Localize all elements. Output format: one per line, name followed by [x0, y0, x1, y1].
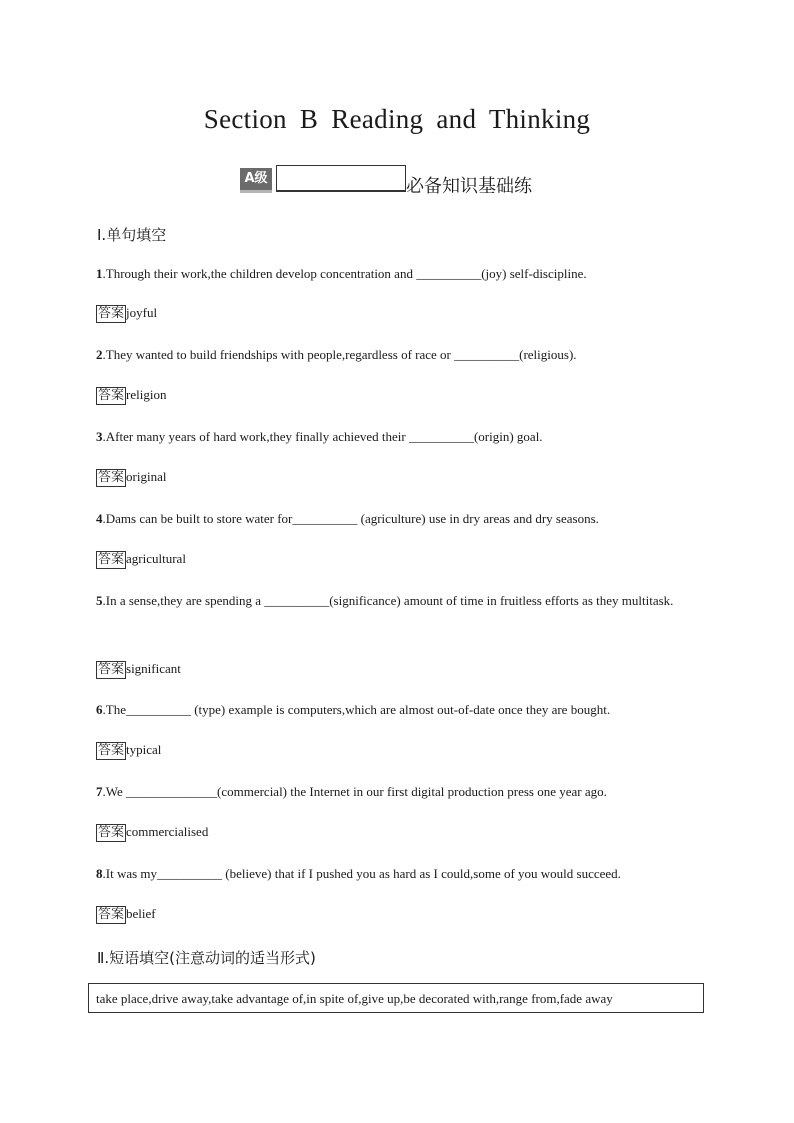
level-title: 必备知识基础练 [406, 176, 532, 197]
answer-5 [96, 661, 181, 679]
answer-7 [96, 824, 208, 842]
question-5 [96, 587, 676, 615]
question-8 [96, 860, 696, 888]
answer-tag: 答案 [98, 306, 125, 321]
question-text: .It was my__________ (believe) that if I pushed you as hard as I could,some of you would succeed. [102, 866, 621, 881]
question-number: 7 [96, 784, 103, 799]
question-text: .After many years of hard work,they finally achieved their __________(origin) goal. [102, 429, 543, 444]
question-text: .Through their work,the children develop concentration and __________(joy) self-discipline. [102, 266, 587, 281]
question-text: .In a sense,they are spending a __________(significance) amount of time in fruitless efforts as they multitask. [102, 593, 674, 608]
level-badge: A级 [240, 168, 272, 193]
answer-6 [96, 742, 161, 760]
answer-text: original [126, 469, 167, 484]
question-number: 3 [96, 429, 103, 444]
question-number: 6 [96, 702, 103, 717]
question-text: .We ______________(commercial) the Internet in our first digital production press one year ago. [102, 784, 607, 799]
question-number: 1 [96, 266, 103, 281]
question-6 [96, 696, 696, 724]
answer-tag: 答案 [98, 907, 125, 922]
answer-1 [96, 305, 157, 323]
answer-text: significant [126, 661, 181, 676]
answer-text: commercialised [126, 824, 209, 839]
question-1 [96, 260, 696, 288]
answer-text: joyful [126, 305, 158, 320]
question-number: 8 [96, 866, 103, 881]
answer-text: agricultural [126, 551, 186, 566]
answer-tag: 答案 [98, 662, 125, 677]
answer-text: belief [126, 906, 156, 921]
answer-tag: 答案 [98, 825, 125, 840]
question-3 [96, 423, 696, 451]
answer-tag: 答案 [98, 552, 125, 567]
question-2 [96, 341, 696, 369]
phrase-bank-box: take place,drive away,take advantage of,in spite of,give up,be decorated with,range from,fade away [88, 983, 704, 1013]
answer-tag: 答案 [98, 470, 125, 485]
page-title: Section B Reading and Thinking [203, 104, 591, 134]
answer-tag: 答案 [98, 743, 125, 758]
section-heading-1: Ⅰ.单句填空 [97, 226, 167, 244]
section-heading-2: Ⅱ.短语填空(注意动词的适当形式) [97, 949, 316, 967]
level-blank-box [276, 165, 406, 192]
answer-4 [96, 551, 186, 569]
answer-text: religion [126, 387, 167, 402]
question-text: .They wanted to build friendships with people,regardless of race or __________(religious). [102, 347, 577, 362]
answer-text: typical [126, 742, 162, 757]
answer-8 [96, 906, 156, 924]
question-7 [96, 778, 696, 806]
question-number: 4 [96, 511, 103, 526]
answer-3 [96, 469, 166, 487]
answer-2 [96, 387, 166, 405]
answer-tag: 答案 [98, 388, 125, 403]
question-text: .The__________ (type) example is computers,which are almost out-of-date once they are bought. [102, 702, 611, 717]
question-text: .Dams can be built to store water for__________ (agriculture) use in dry areas and dry seasons. [102, 511, 599, 526]
question-number: 5 [96, 593, 103, 608]
question-number: 2 [96, 347, 103, 362]
question-4 [96, 505, 696, 533]
